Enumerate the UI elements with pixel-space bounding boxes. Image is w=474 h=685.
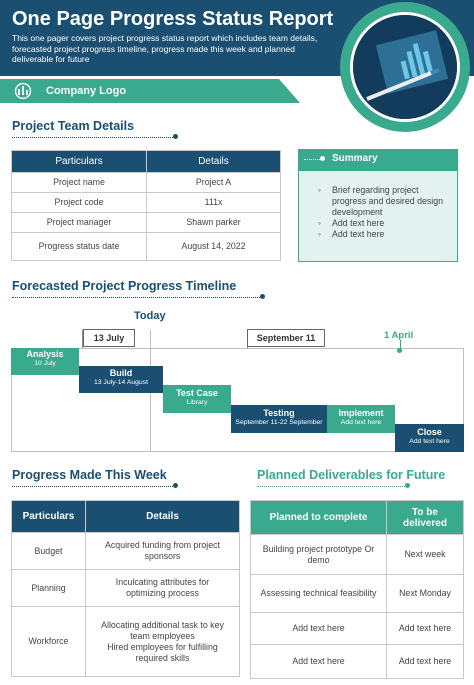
table-cell: Building project prototype Or demo (251, 535, 387, 575)
list-item: ◦ Add text here (318, 229, 453, 240)
table-row (251, 613, 464, 645)
table-cell: Add text here (251, 613, 387, 645)
list-item: ◦ Brief regarding project progress and desired design development (318, 185, 453, 218)
logo-icon (12, 83, 34, 99)
divider-dot (173, 483, 178, 488)
date-box-start: 13 July (83, 329, 135, 347)
table-cell: Add text here (387, 645, 464, 679)
page-title: One Page Progress Status Report (12, 8, 334, 30)
table-cell: Acquired funding from project sponsors (86, 533, 240, 570)
company-logo-text: Company Logo (46, 85, 127, 97)
section-title-team: Project Team Details (12, 119, 135, 133)
summary-divider-dot (320, 156, 325, 161)
table-cell: Next Monday (387, 575, 464, 613)
table-row (12, 173, 281, 193)
date-label-end: 1 April (384, 330, 414, 341)
planned-table (250, 500, 464, 679)
table-cell: Shawn parker (147, 213, 281, 233)
table-cell: Assessing technical feasibility (251, 575, 387, 613)
table-cell: Add text here (387, 613, 464, 645)
table-cell: Inculcating attributes for optimizing process (86, 570, 240, 607)
table-row (12, 213, 281, 233)
phase-title: Test Case (176, 388, 218, 398)
table-row (12, 233, 281, 261)
phase-subtitle: 10 July (34, 360, 56, 367)
phase-subtitle: Library (186, 399, 208, 406)
table-cell: 111x (147, 193, 281, 213)
chart-document-photo-icon (353, 15, 457, 119)
team-table (11, 150, 281, 261)
header-photo (350, 12, 460, 122)
table-row (12, 193, 281, 213)
column-header: Particulars (12, 501, 86, 533)
today-label: Today (134, 310, 166, 322)
divider (12, 297, 262, 298)
table-row (251, 575, 464, 613)
table-cell: August 14, 2022 (147, 233, 281, 261)
divider-dot (173, 134, 178, 139)
table-cell: Project code (12, 193, 147, 213)
table-row (12, 607, 240, 677)
section-title-progress: Progress Made This Week (12, 468, 167, 482)
page-subtitle: This one pager covers project progress status report which includes team details, forecasted project progress timeline, progress made this week and planned deliverable for future (12, 33, 318, 64)
table-cell: Project manager (12, 213, 147, 233)
progress-table (11, 500, 240, 677)
divider (12, 137, 175, 138)
date-dot (397, 348, 402, 353)
phase-title: Testing (263, 408, 295, 418)
summary-title: Summary (332, 153, 378, 164)
table-cell: Allocating additional task to key team employees Hired employees for fulfilling required skills (86, 607, 240, 677)
table-row (12, 533, 240, 570)
table-cell: Next week (387, 535, 464, 575)
phase-bar-build (79, 366, 163, 393)
phase-bar-close (395, 424, 464, 452)
table-cell: Project name (12, 173, 147, 193)
table-row (12, 570, 240, 607)
divider (12, 486, 175, 487)
date-box-mid: September 11 (247, 329, 325, 347)
phase-bar-testing (231, 405, 327, 433)
section-title-timeline: Forecasted Project Progress Timeline (12, 279, 237, 293)
phase-bar-analysis (11, 348, 79, 375)
table-row (251, 645, 464, 679)
section-title-planned: Planned Deliverables for Future (257, 468, 446, 482)
column-header: Planned to complete (251, 501, 387, 535)
phase-bar-implement (327, 405, 395, 433)
summary-list (318, 185, 453, 240)
logo-bar (0, 79, 300, 103)
phase-bar-test-case (163, 385, 231, 413)
column-header: Particulars (12, 151, 147, 173)
phase-title: Implement (338, 408, 384, 418)
column-header: Details (147, 151, 281, 173)
phase-subtitle: September 11-22 September (235, 419, 323, 426)
phase-subtitle: 13 July-14 August (93, 379, 149, 386)
table-cell: Progress status date (12, 233, 147, 261)
phase-title: Analysis (26, 349, 64, 359)
table-cell: Budget (12, 533, 86, 570)
phase-subtitle: Add text here (409, 438, 450, 445)
divider-dot (405, 483, 410, 488)
phase-title: Close (417, 427, 442, 437)
column-header: Details (86, 501, 240, 533)
list-item: ◦ Add text here (318, 218, 453, 229)
table-cell: Add text here (251, 645, 387, 679)
table-cell: Planning (12, 570, 86, 607)
divider (257, 486, 407, 487)
phase-title: Build (109, 368, 133, 378)
table-row (251, 535, 464, 575)
phase-subtitle: Add text here (340, 419, 382, 426)
divider-dot (260, 294, 265, 299)
table-cell: Project A (147, 173, 281, 193)
column-header: To be delivered (387, 501, 464, 535)
table-cell: Workforce (12, 607, 86, 677)
